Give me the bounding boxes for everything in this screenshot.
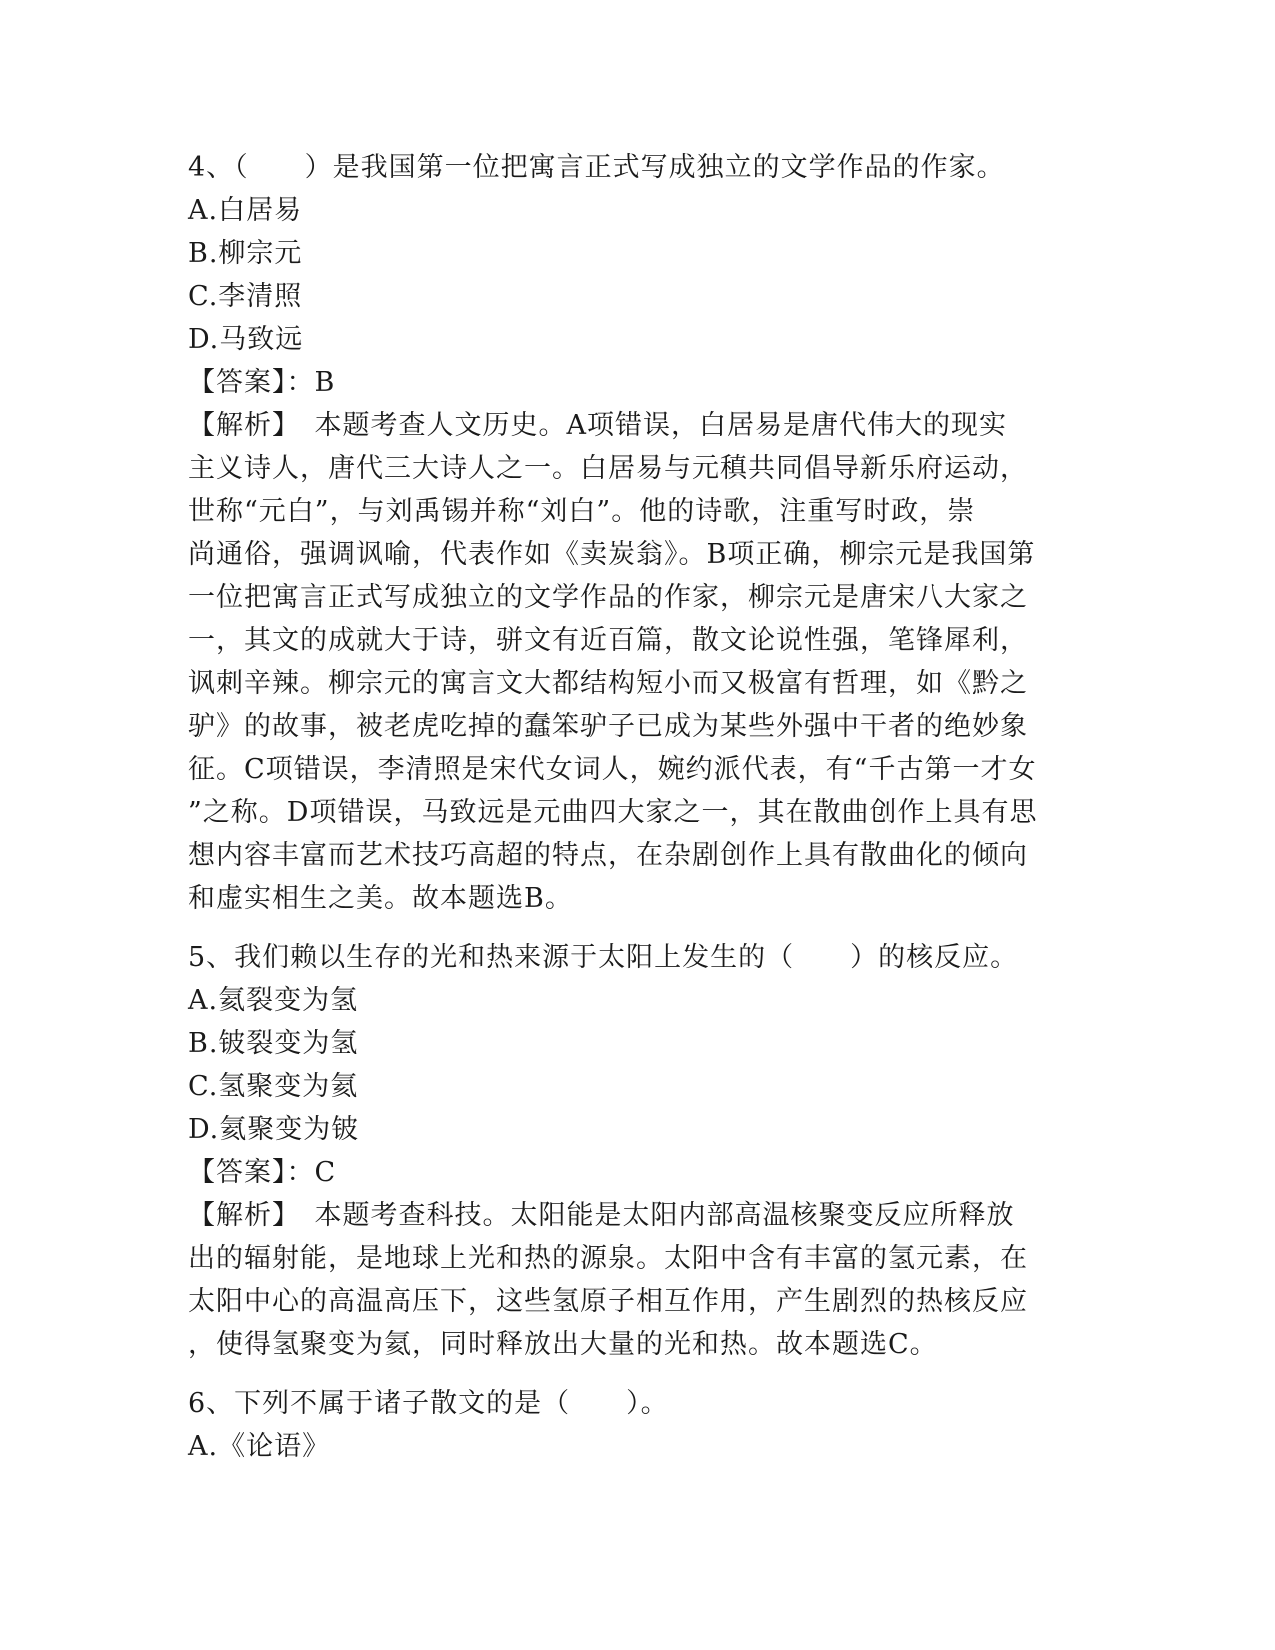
analysis-line: 一，其文的成就大于诗，骈文有近百篇，散文论说性强，笔锋犀利， xyxy=(188,625,1028,656)
analysis-line: 【解析】 本题考查科技。太阳能是太阳内部高温核聚变反应所释放 xyxy=(188,1200,1015,1231)
question-stem: 4、（ ）是我国第一位把寓言正式写成独立的文学作品的作家。 xyxy=(188,152,1005,183)
answer: 【答案】：C xyxy=(188,1157,337,1188)
analysis-line: 讽刺辛辣。柳宗元的寓言文大都结构短小而又极富有哲理，如《黔之 xyxy=(188,668,1028,699)
analysis-line: ”之称。D项错误，马致远是元曲四大家之一，其在散曲创作上具有思 xyxy=(188,797,1038,828)
question-6 xyxy=(188,1382,1088,1468)
answer: 【答案】：B xyxy=(188,367,336,398)
question-4 xyxy=(188,146,1088,920)
analysis-line: 主义诗人，唐代三大诗人之一。白居易与元稹共同倡导新乐府运动， xyxy=(188,453,1028,484)
option-a: A.《论语》 xyxy=(188,1431,331,1462)
option-a: A.氦裂变为氢 xyxy=(188,985,359,1016)
analysis-line: 出的辐射能，是地球上光和热的源泉。太阳中含有丰富的氢元素，在 xyxy=(188,1243,1028,1274)
analysis-line: ，使得氢聚变为氦，同时释放出大量的光和热。故本题选C。 xyxy=(188,1329,938,1360)
analysis-line: 驴》的故事，被老虎吃掉的蠢笨驴子已成为某些外强中干者的绝妙象 xyxy=(188,711,1028,742)
option-d: D.马致远 xyxy=(188,324,304,355)
question-spacer xyxy=(188,920,1088,936)
question-stem: 5、我们赖以生存的光和热来源于太阳上发生的（ ）的核反应。 xyxy=(188,942,1019,973)
option-a: A.白居易 xyxy=(188,195,303,226)
analysis-line: 【解析】 本题考查人文历史。A项错误，白居易是唐代伟大的现实 xyxy=(188,410,1007,441)
option-c: C.氢聚变为氦 xyxy=(188,1071,359,1102)
analysis-line: 世称“元白”，与刘禹锡并称“刘白”。他的诗歌，注重写时政，崇 xyxy=(188,496,976,527)
analysis-line: 想内容丰富而艺术技巧高超的特点，在杂剧创作上具有散曲化的倾向 xyxy=(188,840,1028,871)
option-d: D.氦聚变为铍 xyxy=(188,1114,360,1145)
analysis-line: 太阳中心的高温高压下，这些氢原子相互作用，产生剧烈的热核反应 xyxy=(188,1286,1028,1317)
option-c: C.李清照 xyxy=(188,281,303,312)
question-5 xyxy=(188,936,1088,1366)
analysis-line: 和虚实相生之美。故本题选B。 xyxy=(188,883,573,914)
analysis-line: 尚通俗，强调讽喻，代表作如《卖炭翁》。B项正确，柳宗元是我国第 xyxy=(188,539,1036,570)
option-b: B.铍裂变为氢 xyxy=(188,1028,359,1059)
question-spacer xyxy=(188,1366,1088,1382)
option-b: B.柳宗元 xyxy=(188,238,303,269)
analysis-line: 征。C项错误，李清照是宋代女词人，婉约派代表，有“千古第一才女 xyxy=(188,754,1037,785)
document-content xyxy=(188,146,1088,1468)
question-stem: 6、下列不属于诸子散文的是（ ）。 xyxy=(188,1388,669,1419)
analysis-line: 一位把寓言正式写成独立的文学作品的作家，柳宗元是唐宋八大家之 xyxy=(188,582,1028,613)
